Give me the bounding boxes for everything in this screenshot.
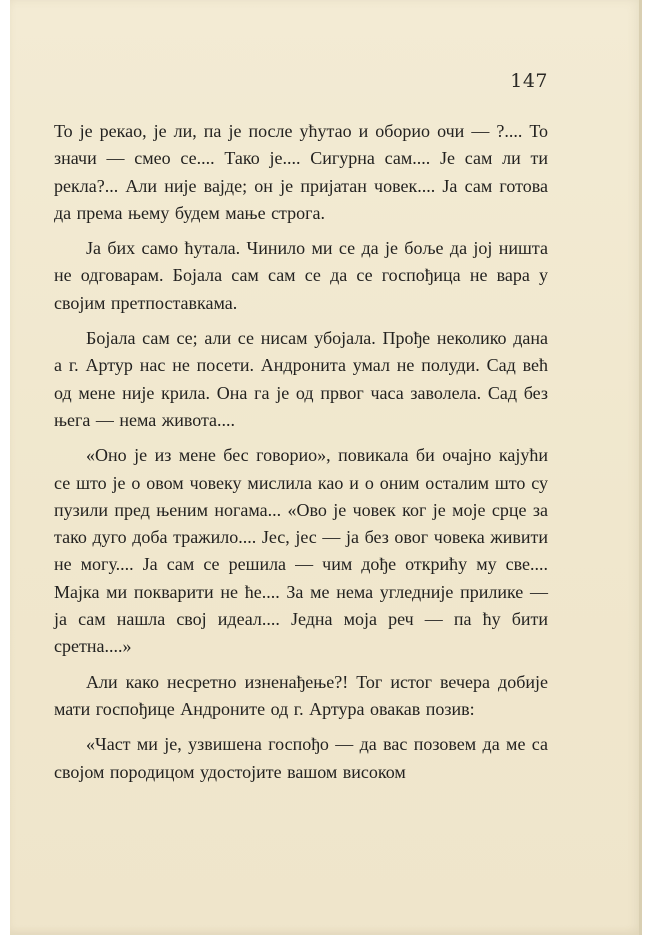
paragraph-4: «Оно је из мене бес говорио», повикала би очајно кајући се што је о овом човеку мислила као и о оним осталим што су пузили пред њеним ногама... «Ово је човек ког је моје срце за тако дуго доба тражило.... Јес, јес — ја без овог човека живити не могу.... Ја сам се решила — чим дође открићу му све.... Мајка ми покварити не ће.... За ме нема угледније прилике — ја сам нашла свој идеал.... Једна моја реч — па ћу бити сретна....» bbox=[54, 445, 548, 657]
page-edge bbox=[639, 0, 642, 935]
paragraph-1: То је рекао, је ли, па је после ућутао и оборио очи — ?.... То значи — смео се.... Тако је.... Сигурна сам.... Је сам ли ти рекла?... Али није вајде; он је пријатан човек.... Ја сам готова да према њему будем мање строга. bbox=[54, 121, 548, 223]
paragraph-3: Бојала сам се; али се нисам убојала. Прође неколико дана а г. Артур нас не посети. Андронита умал не полуди. Сад већ од мене није крила. Она га је од првог часа заволела. Сад без њега — нема живота.... bbox=[54, 328, 548, 430]
paragraph-5: Али како несретно изненађење?! Тог истог вечера добије мати госпођице Андроните од г. Артура овакав позив: bbox=[54, 671, 548, 719]
paragraph-6: «Част ми је, узвишена госпођо — да вас позовем да ме са својом породицом удостојите вашом високом bbox=[54, 734, 548, 782]
page-text bbox=[54, 118, 548, 786]
paragraph-2: Ја бих само ћутала. Чинило ми се да је боље да јој ништа не одговарам. Бојала сам сам се да се госпођица не вара у својим претпоставкама. bbox=[54, 238, 548, 313]
book-page bbox=[10, 0, 642, 935]
page-number: 147 bbox=[510, 70, 548, 92]
